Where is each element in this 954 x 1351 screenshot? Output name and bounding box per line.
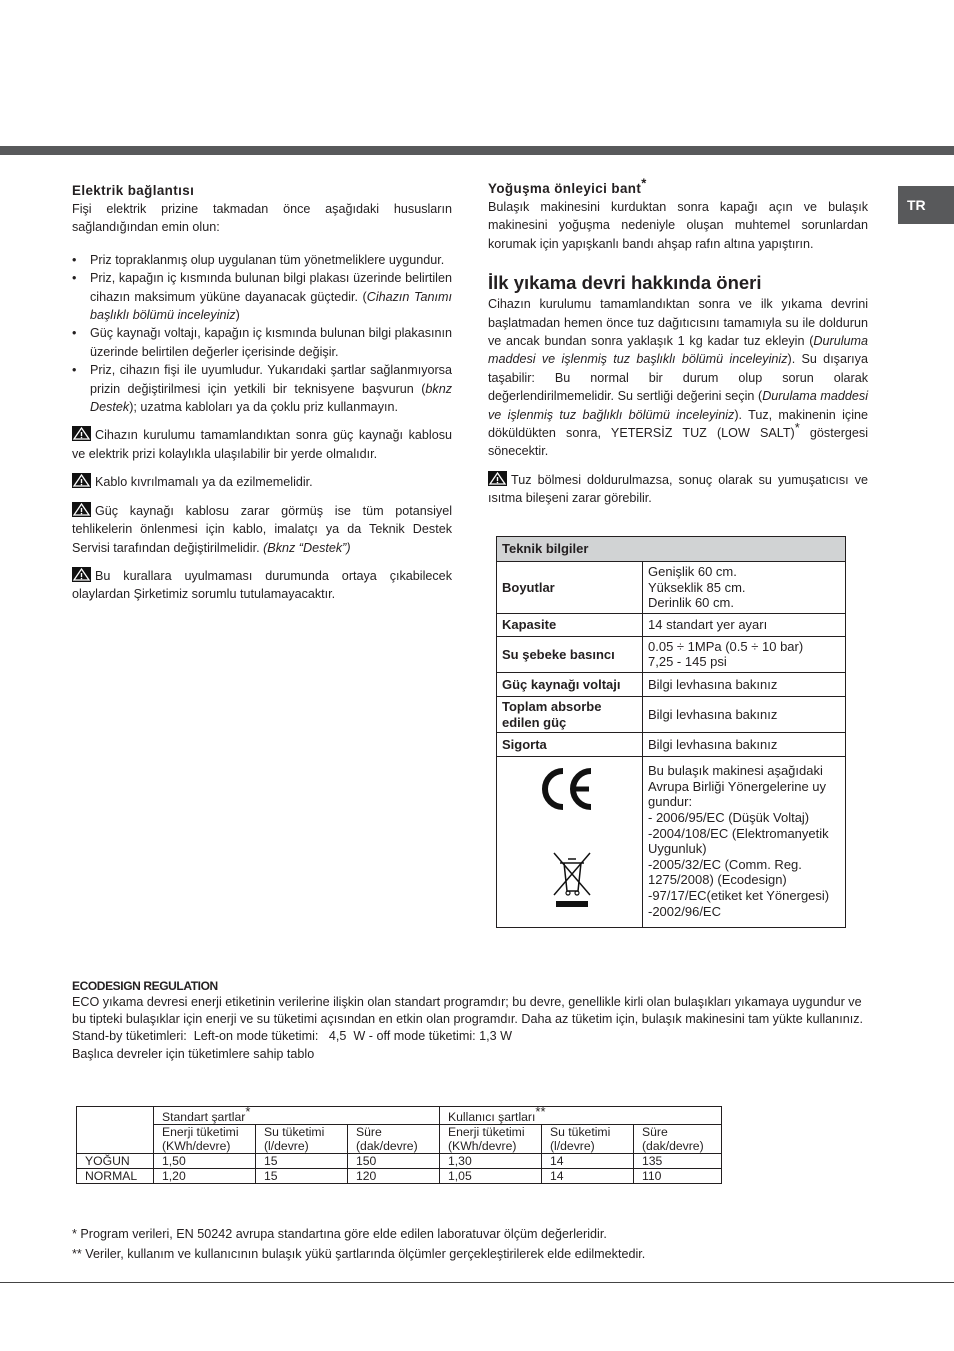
column-header: Su tüketimi (l/devre) <box>256 1125 348 1154</box>
warning-note <box>72 426 452 463</box>
table-cell: 135 <box>634 1154 722 1169</box>
list-item-text: ) <box>235 308 240 323</box>
table-row <box>497 757 846 928</box>
ecodesign-text: ECO yıkama devresi enerji etiketinin verilerine ilişkin olan standart programdır; bu devre, genellikle kirli olan bulaşıkları yıkamaya uygundur ve bu tipteki bulaşıklar için enerji ve su tüketimi açısından en etkin olan programdır. Daha az tüketim için, bulaşık makinesini tam yükte kullanınız. <box>72 995 863 1027</box>
table-cell: 1,20 <box>154 1169 256 1184</box>
section-title-electrical: Elektrik bağlantısı <box>72 183 195 198</box>
row-label: YOĞUN <box>77 1154 154 1169</box>
section-title-anticondensation <box>488 175 868 198</box>
section-title-first-wash: İlk yıkama devri hakkında öneri <box>488 272 762 294</box>
table-cell: 14 <box>542 1154 634 1169</box>
table-cell: 150 <box>348 1154 440 1169</box>
top-bar <box>0 146 954 155</box>
column-header: Süre (dak/devre) <box>634 1125 722 1154</box>
group-label: Kullanıcı şartları <box>448 1110 536 1124</box>
table-corner <box>77 1107 154 1154</box>
electrical-intro: Fişi elektrik prizine takmadan önce aşağıdaki hususların sağlandığından emin olun: <box>72 202 452 235</box>
directive-line: -2002/96/EC <box>648 903 721 919</box>
table-cell: 1,30 <box>440 1154 542 1169</box>
footnote: * Program verileri, EN 50242 avrupa standartına göre elde edilen laboratuvar ölçüm değerleridir. <box>72 1227 607 1241</box>
spec-value <box>643 562 846 614</box>
spec-value-line: Derinlik 60 cm. <box>648 595 734 611</box>
list-item-text: Priz, kapağın iç kısmında bulunan bilgi plakası üzerinde belirtilen cihazın maksimum yüküne dayanacak güçtedir. ( <box>90 271 452 304</box>
directive-line: - 2006/95/EC (Düşük Voltaj) <box>648 809 810 825</box>
table-row <box>77 1169 722 1184</box>
footnote: ** Veriler, kullanım ve kullanıcının bulaşık yükü şartlarında ölçümler gerçekleştirilerek elde edilmektedir. <box>72 1247 646 1261</box>
directive-line: -2004/108/EC (Elektromanyetik Uygunluk) <box>648 825 829 857</box>
warning-text: Kablo kıvrılmamalı ya da ezilmemelidir. <box>95 475 313 490</box>
footnote-marker: * <box>794 419 800 435</box>
anticondensation-text: Bulaşık makinesini kurduktan sonra kapağı açın ve bulaşık makinesini yoğuşma nedeniyle oluşan muhtemel sorunlardan korumak için yapışkanlı bandı ahşap rafın altına yapıştırın. <box>488 200 868 251</box>
warning-note <box>72 567 452 604</box>
ce-mark-icon <box>537 765 597 813</box>
electrical-checklist <box>72 251 452 417</box>
list-item-ref: Cihazın Tanımı başlıklı bölümü inceleyiniz <box>90 289 452 323</box>
table-row <box>497 613 846 636</box>
footnote-marker: ** <box>535 1103 546 1119</box>
spec-value-line: 7,25 - 145 psi <box>648 654 727 670</box>
footnote-marker: * <box>245 1103 251 1119</box>
right-column <box>488 175 869 508</box>
text-ref: Durulama maddesi ve işlenmiş tuz bağlıklı bölümü inceleyiniz <box>488 389 868 422</box>
technical-specs-table <box>496 536 846 928</box>
warning-icon <box>488 471 507 486</box>
spec-value-line: Yükseklik 85 cm. <box>648 579 746 595</box>
warning-icon <box>72 502 91 517</box>
warning-text: Tuz bölmesi doldurulmazsa, sonuç olarak su yumuşatıcısı ve ısıtma bileşeni zarar görebilir. <box>488 472 868 506</box>
table-row <box>497 733 846 757</box>
spec-value: Bilgi levhasına bakınız <box>643 733 846 757</box>
spec-value-line: 0.05 ÷ 1MPa (0.5 ÷ 10 bar) <box>648 638 804 654</box>
warning-note <box>72 502 452 557</box>
row-label: NORMAL <box>77 1169 154 1184</box>
text-run: Cihazın kurulumu tamamlandıktan sonra ve ilk yıkama devrini başlatmadan hemen önce tuz dağıtıcısını tamamıyla su ile doldurun ve ancak bundan sonra yaklaşık 1 kg kadar tuz ekleyin ( <box>488 297 868 349</box>
spec-value: Bilgi levhasına bakınız <box>643 672 846 696</box>
group-label: Standart şartlar <box>162 1110 246 1124</box>
column-header: Enerji tüketimi (KWh/devre) <box>154 1125 256 1154</box>
warning-icon <box>72 426 91 441</box>
table-caption: Başlıca devreler için tüketimlere sahip tablo <box>72 1046 315 1061</box>
text-run: ). Tuz, makinenin içine döküldükten sonra, YETERSİZ TUZ (LOW SALT) <box>488 407 869 441</box>
table-header: Teknik bilgiler <box>497 537 846 562</box>
footnote-marker: * <box>641 175 647 191</box>
ecodesign-title: ECODESIGN REGULATION <box>72 979 218 993</box>
language-tab: TR <box>898 186 954 224</box>
warning-text: Cihazın kurulumu tamamlandıktan sonra güç kaynağı kablosu ve elektrik prizi kolaylıkla ulaşılabilir bir yerde olmalıdır. <box>72 428 452 461</box>
first-wash-text <box>488 295 868 461</box>
warning-note <box>488 471 868 508</box>
list-item-text: ); uzatma kabloları ya da çoklu priz kullanmayın. <box>129 400 398 415</box>
table-cell: 1,05 <box>440 1169 542 1184</box>
table-row <box>77 1107 722 1125</box>
directive-line: Bu bulaşık makinesi aşağıdaki Avrupa Birliği Yönergelerine uy gundur: <box>648 763 827 810</box>
table-row <box>497 696 846 732</box>
table-row <box>77 1125 722 1154</box>
spec-value: Bilgi levhasına bakınız <box>643 696 846 732</box>
list-item <box>72 269 452 324</box>
spec-key: Güç kaynağı voltajı <box>497 672 643 696</box>
table-cell: 1,50 <box>154 1154 256 1169</box>
column-header: Süre (dak/devre) <box>348 1125 440 1154</box>
text-run: göstergesi sönecektir. <box>488 426 868 459</box>
list-item-text: Priz, cihazın fişi ile uyumludur. Yukarıdaki şartlar sağlanmıyorsa prizin değiştirilmesi için yetkili bir teknisyene başvurun ( <box>90 363 452 396</box>
group-header <box>440 1103 722 1125</box>
table-row <box>77 1154 722 1169</box>
spec-value <box>643 636 846 672</box>
spec-key: Toplam absorbe edilen güç <box>497 696 643 732</box>
spec-value: 14 standart yer ayarı <box>643 613 846 636</box>
group-header <box>154 1103 440 1125</box>
text-run: ). Su dışarıya taşabilir: Bu normal bir durum olup sorun olarak değerlendirilmemelidir. Su sertliği değerini seçin ( <box>488 352 868 404</box>
consumption-table <box>76 1103 722 1184</box>
spec-key: Boyutlar <box>497 562 643 614</box>
table-cell: 110 <box>634 1169 722 1184</box>
standby-text: Stand-by tüketimleri: Left-on mode tüketimi: 4,5 W - off mode tüketimi: 1,3 W <box>72 1029 513 1044</box>
list-item: • Güç kaynağı voltajı, kapağın iç kısmında bulunan bilgi plakasının üzerinde belirtilen değerler içerisinde değişir. <box>72 324 452 361</box>
directives-list <box>643 757 846 928</box>
table-cell: 15 <box>256 1169 348 1184</box>
footnotes <box>72 1224 872 1264</box>
table-cell: 120 <box>348 1169 440 1184</box>
table-cell: 15 <box>256 1154 348 1169</box>
directive-line: -97/17/EC(etiket ket Yönergesi) <box>648 887 830 903</box>
warning-note <box>72 473 452 491</box>
section-title-text: Yoğuşma önleyici bant <box>488 181 642 196</box>
table-row <box>497 636 846 672</box>
spec-key: Sigorta <box>497 733 643 757</box>
warning-text: Bu kurallara uyulmaması durumunda ortaya çıkabilecek olaylardan Şirketimiz sorumlu tutulamayacaktır. <box>72 568 452 602</box>
warning-text: Güç kaynağı kablosu zarar görmüş ise tüm potansiyel tehlikelerin önlenmesi için kablo, imalatçı ya da Teknik Destek Servisi tarafından değiştirilmelidir. <box>72 503 452 555</box>
table-header-row <box>497 537 846 562</box>
table-cell: 14 <box>542 1169 634 1184</box>
left-column <box>72 182 452 604</box>
spec-key: Kapasite <box>497 613 643 636</box>
column-header: Enerji tüketimi (KWh/devre) <box>440 1125 542 1154</box>
list-item-ref: bknz Destek <box>90 381 452 415</box>
bottom-rule <box>0 1282 954 1283</box>
warning-icon <box>72 473 91 488</box>
weee-bin-icon <box>550 851 594 909</box>
warning-icon <box>72 567 91 582</box>
warning-ref: (Bknz “Destek”) <box>263 540 351 555</box>
list-item: • Priz topraklanmış olup uygulanan tüm yönetmeliklere uygundur. <box>72 251 452 269</box>
spec-value-line: Genişlik 60 cm. <box>648 564 737 579</box>
table-row <box>497 672 846 696</box>
column-header: Su tüketimi (l/devre) <box>542 1125 634 1154</box>
compliance-logos <box>497 757 643 928</box>
directive-line: -2005/32/EC (Comm. Reg. 1275/2008) (Ecodesign) <box>648 856 802 888</box>
text-ref: Duruluma maddesi ve işlenmiş tuz başlıklı bölümü inceleyiniz <box>488 334 868 367</box>
table-row <box>497 562 846 614</box>
spec-key: Su şebeke basıncı <box>497 636 643 672</box>
list-item <box>72 361 452 416</box>
ecodesign-section <box>72 978 868 1063</box>
